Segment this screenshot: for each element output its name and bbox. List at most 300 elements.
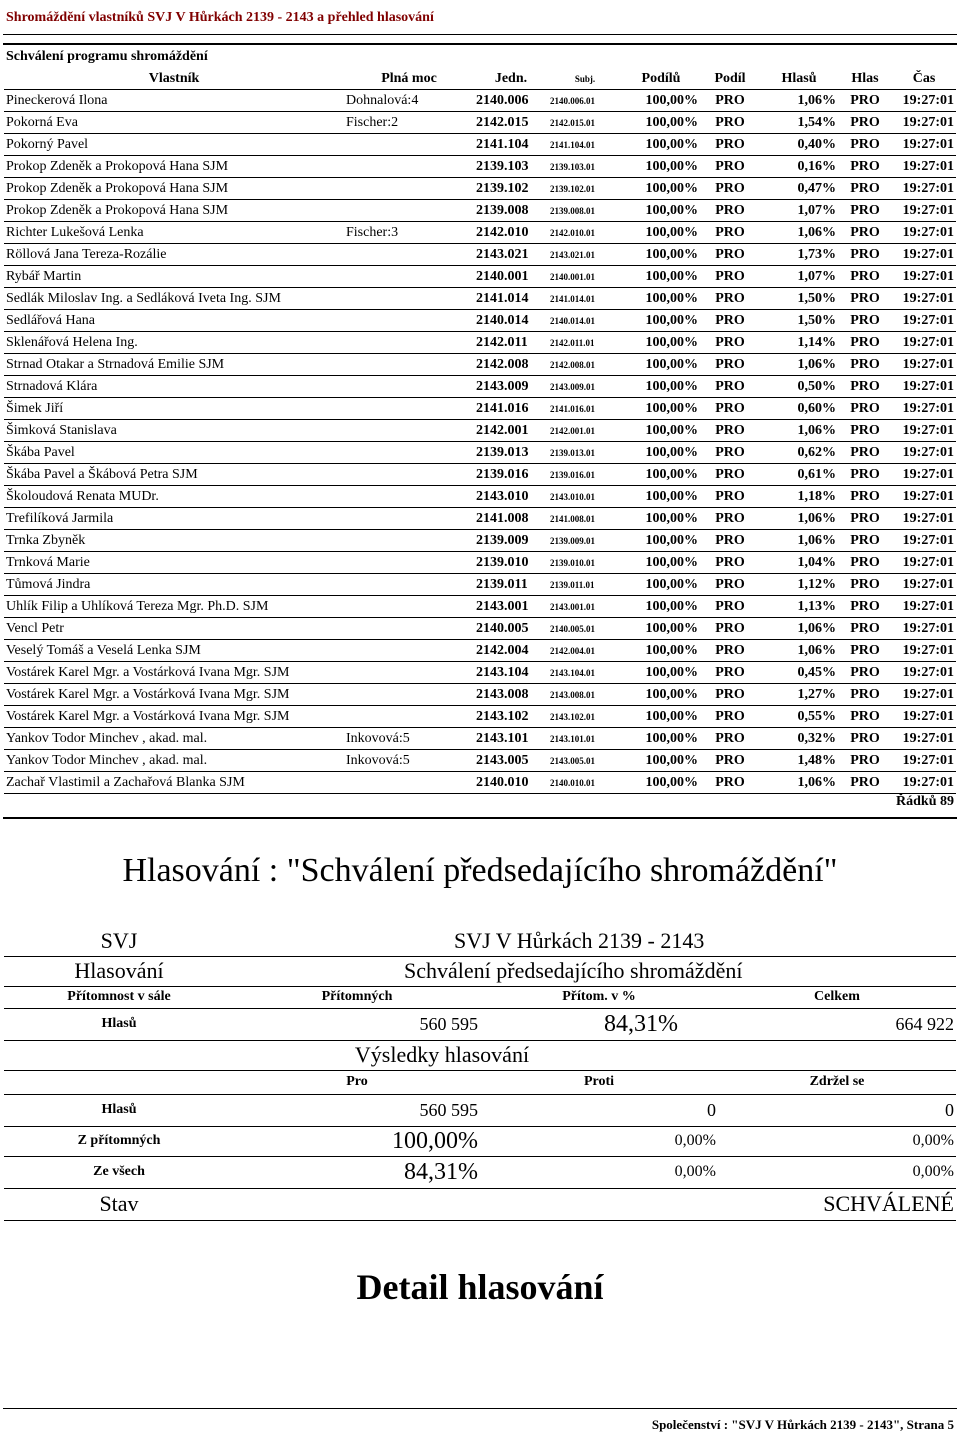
table-row	[4, 750, 956, 772]
cell-votes-pct: 1,06%	[760, 354, 838, 376]
cell-subject: 2143.008.01	[548, 684, 622, 706]
cell-share-count: 100,00%	[622, 134, 700, 156]
cell-share-vote: PRO	[700, 596, 760, 618]
cell-owner: Yankov Todor Minchev , akad. mal.	[4, 750, 344, 772]
cell-votes-pct: 0,50%	[760, 376, 838, 398]
summary-row-from-all	[4, 1156, 956, 1188]
table-row	[4, 552, 956, 574]
cell-owner: Pokorná Eva	[4, 112, 344, 134]
cell-time: 19:27:01	[892, 420, 956, 442]
cell-vote: PRO	[838, 178, 892, 200]
cell-power-of-attorney	[344, 596, 474, 618]
cell-power-of-attorney	[344, 706, 474, 728]
cell-owner: Šimek Jiří	[4, 398, 344, 420]
cell-power-of-attorney	[344, 310, 474, 332]
cell-votes-pct: 1,07%	[760, 266, 838, 288]
cell-subject: 2143.102.01	[548, 706, 622, 728]
cell-share-count: 100,00%	[622, 486, 700, 508]
cell-share-vote: PRO	[700, 750, 760, 772]
cell-time: 19:27:01	[892, 332, 956, 354]
cell-share-count: 100,00%	[622, 684, 700, 706]
cell-share-count: 100,00%	[622, 530, 700, 552]
cell-share-vote: PRO	[700, 464, 760, 486]
cell-owner: Šimková Stanislava	[4, 420, 344, 442]
column-header-votes-pct: Hlasů	[760, 69, 838, 90]
cell-vote: PRO	[838, 310, 892, 332]
table-row	[4, 222, 956, 244]
cell-owner: Zachař Vlastimil a Zachařová Blanka SJM	[4, 772, 344, 794]
cell-share-vote: PRO	[700, 332, 760, 354]
cell-owner: Sedlák Miloslav Ing. a Sedláková Iveta Ing. SJM	[4, 288, 344, 310]
stav-label: Stav	[4, 1188, 234, 1220]
cell-time: 19:27:01	[892, 640, 956, 662]
cell-power-of-attorney	[344, 288, 474, 310]
cell-votes-pct: 1,06%	[760, 640, 838, 662]
cell-unit: 2142.011	[474, 332, 548, 354]
cell-votes-pct: 0,32%	[760, 728, 838, 750]
cell-share-count: 100,00%	[622, 706, 700, 728]
hlasovani-value: Schválení předsedajícího shromáždění	[234, 956, 956, 986]
cell-share-vote: PRO	[700, 508, 760, 530]
cell-subject: 2140.006.01	[548, 90, 622, 112]
cell-share-vote: PRO	[700, 134, 760, 156]
cell-share-count: 100,00%	[622, 464, 700, 486]
cell-votes-pct: 1,06%	[760, 90, 838, 112]
cell-owner: Vencl Petr	[4, 618, 344, 640]
cell-power-of-attorney	[344, 618, 474, 640]
cell-time: 19:27:01	[892, 112, 956, 134]
cell-time: 19:27:01	[892, 178, 956, 200]
table-row	[4, 684, 956, 706]
cell-share-count: 100,00%	[622, 354, 700, 376]
cell-time: 19:27:01	[892, 684, 956, 706]
cell-time: 19:27:01	[892, 464, 956, 486]
svj-value: SVJ V Hůrkách 2139 - 2143	[234, 926, 956, 956]
cell-power-of-attorney	[344, 464, 474, 486]
cell-vote: PRO	[838, 706, 892, 728]
cell-subject: 2140.014.01	[548, 310, 622, 332]
cell-time: 19:27:01	[892, 750, 956, 772]
cell-share-count: 100,00%	[622, 574, 700, 596]
cell-vote: PRO	[838, 354, 892, 376]
cell-votes-pct: 1,48%	[760, 750, 838, 772]
cell-vote: PRO	[838, 420, 892, 442]
cell-votes-pct: 0,60%	[760, 398, 838, 420]
table-row	[4, 332, 956, 354]
cell-vote: PRO	[838, 442, 892, 464]
cell-unit: 2142.001	[474, 420, 548, 442]
summary-row-results-title	[4, 1040, 956, 1070]
votes-table	[4, 69, 956, 794]
cell-owner: Sklenářová Helena Ing.	[4, 332, 344, 354]
cell-votes-pct: 1,12%	[760, 574, 838, 596]
cell-time: 19:27:01	[892, 222, 956, 244]
cell-time: 19:27:01	[892, 530, 956, 552]
cell-time: 19:27:01	[892, 266, 956, 288]
cell-vote: PRO	[838, 662, 892, 684]
cell-share-count: 100,00%	[622, 442, 700, 464]
svj-label: SVJ	[4, 926, 234, 956]
cell-share-count: 100,00%	[622, 288, 700, 310]
cell-vote: PRO	[838, 134, 892, 156]
cell-share-vote: PRO	[700, 618, 760, 640]
cell-unit: 2139.102	[474, 178, 548, 200]
cell-subject: 2143.101.01	[548, 728, 622, 750]
summary-row-presence-values	[4, 1008, 956, 1040]
column-header-vote: Hlas	[838, 69, 892, 90]
summary-row-stav	[4, 1188, 956, 1220]
cell-subject: 2142.015.01	[548, 112, 622, 134]
cell-share-vote: PRO	[700, 288, 760, 310]
table-end-divider	[3, 817, 957, 819]
cell-votes-pct: 0,47%	[760, 178, 838, 200]
table-row	[4, 156, 956, 178]
table-row	[4, 574, 956, 596]
cell-owner: Prokop Zdeněk a Prokopová Hana SJM	[4, 156, 344, 178]
total-votes: 664 922	[718, 1008, 956, 1040]
column-header-power-of-attorney: Plná moc	[344, 69, 474, 90]
cell-share-vote: PRO	[700, 728, 760, 750]
cell-unit: 2143.104	[474, 662, 548, 684]
table-row	[4, 288, 956, 310]
cell-power-of-attorney	[344, 200, 474, 222]
cell-power-of-attorney	[344, 552, 474, 574]
cell-votes-pct: 1,18%	[760, 486, 838, 508]
cell-power-of-attorney	[344, 640, 474, 662]
cell-unit: 2140.005	[474, 618, 548, 640]
cell-power-of-attorney	[344, 266, 474, 288]
cell-subject: 2141.104.01	[548, 134, 622, 156]
cell-subject: 2140.005.01	[548, 618, 622, 640]
cell-share-vote: PRO	[700, 552, 760, 574]
table-row	[4, 530, 956, 552]
cell-power-of-attorney: Inkovová:5	[344, 750, 474, 772]
table-row	[4, 420, 956, 442]
cell-share-count: 100,00%	[622, 596, 700, 618]
cell-unit: 2143.008	[474, 684, 548, 706]
cell-power-of-attorney	[344, 332, 474, 354]
column-header-owner: Vlastník	[4, 69, 344, 90]
header-divider	[3, 34, 957, 35]
cell-votes-pct: 1,14%	[760, 332, 838, 354]
cell-unit: 2140.014	[474, 310, 548, 332]
cell-unit: 2139.103	[474, 156, 548, 178]
cell-time: 19:27:01	[892, 486, 956, 508]
cell-share-count: 100,00%	[622, 90, 700, 112]
summary-row-result-votes	[4, 1094, 956, 1126]
cell-votes-pct: 0,55%	[760, 706, 838, 728]
cell-share-vote: PRO	[700, 200, 760, 222]
cell-subject: 2142.008.01	[548, 354, 622, 376]
column-header-share-vote: Podíl	[700, 69, 760, 90]
cell-time: 19:27:01	[892, 508, 956, 530]
cell-subject: 2141.016.01	[548, 398, 622, 420]
cell-subject: 2139.010.01	[548, 552, 622, 574]
cell-votes-pct: 0,40%	[760, 134, 838, 156]
cell-time: 19:27:01	[892, 354, 956, 376]
cell-vote: PRO	[838, 772, 892, 794]
cell-votes-pct: 1,50%	[760, 288, 838, 310]
cell-unit: 2141.014	[474, 288, 548, 310]
cell-votes-pct: 0,16%	[760, 156, 838, 178]
column-header-share-count: Podílů	[622, 69, 700, 90]
cell-share-vote: PRO	[700, 574, 760, 596]
cell-votes-pct: 1,13%	[760, 596, 838, 618]
cell-time: 19:27:01	[892, 618, 956, 640]
cell-share-count: 100,00%	[622, 376, 700, 398]
cell-share-count: 100,00%	[622, 310, 700, 332]
cell-time: 19:27:01	[892, 398, 956, 420]
cell-votes-pct: 1,06%	[760, 772, 838, 794]
cell-subject: 2142.004.01	[548, 640, 622, 662]
cell-vote: PRO	[838, 552, 892, 574]
cell-share-vote: PRO	[700, 420, 760, 442]
document-header-title: Shromáždění vlastníků SVJ V Hůrkách 2139 - 2143 a přehled hlasování	[6, 10, 434, 25]
table-row	[4, 112, 956, 134]
table-row	[4, 354, 956, 376]
cell-share-vote: PRO	[700, 530, 760, 552]
cell-power-of-attorney: Dohnalová:4	[344, 90, 474, 112]
cell-power-of-attorney	[344, 354, 474, 376]
summary-row-hlasovani	[4, 956, 956, 986]
cell-subject: 2143.010.01	[548, 486, 622, 508]
cell-subject: 2140.010.01	[548, 772, 622, 794]
from-present-label: Z přítomných	[4, 1126, 234, 1156]
cell-subject: 2139.013.01	[548, 442, 622, 464]
cell-share-count: 100,00%	[622, 200, 700, 222]
cell-vote: PRO	[838, 288, 892, 310]
cell-time: 19:27:01	[892, 90, 956, 112]
cell-unit: 2140.010	[474, 772, 548, 794]
cell-share-count: 100,00%	[622, 552, 700, 574]
cell-vote: PRO	[838, 156, 892, 178]
zdrzel-from-present: 0,00%	[718, 1126, 956, 1156]
cell-owner: Vostárek Karel Mgr. a Vostárková Ivana Mgr. SJM	[4, 662, 344, 684]
cell-power-of-attorney	[344, 178, 474, 200]
cell-owner: Prokop Zdeněk a Prokopová Hana SJM	[4, 178, 344, 200]
present-votes: 560 595	[234, 1008, 480, 1040]
cell-votes-pct: 1,07%	[760, 200, 838, 222]
cell-power-of-attorney: Fischer:2	[344, 112, 474, 134]
cell-owner: Školoudová Renata MUDr.	[4, 486, 344, 508]
present-label: Přítomných	[234, 986, 480, 1008]
cell-unit: 2142.015	[474, 112, 548, 134]
cell-power-of-attorney	[344, 662, 474, 684]
cell-share-vote: PRO	[700, 706, 760, 728]
cell-votes-pct: 1,04%	[760, 552, 838, 574]
cell-unit: 2139.009	[474, 530, 548, 552]
cell-time: 19:27:01	[892, 574, 956, 596]
cell-share-vote: PRO	[700, 178, 760, 200]
cell-unit: 2143.102	[474, 706, 548, 728]
table-row	[4, 662, 956, 684]
cell-share-count: 100,00%	[622, 728, 700, 750]
cell-unit: 2141.008	[474, 508, 548, 530]
cell-unit: 2139.016	[474, 464, 548, 486]
cell-unit: 2143.101	[474, 728, 548, 750]
cell-power-of-attorney	[344, 376, 474, 398]
cell-votes-pct: 0,61%	[760, 464, 838, 486]
cell-subject: 2142.010.01	[548, 222, 622, 244]
cell-share-count: 100,00%	[622, 640, 700, 662]
cell-vote: PRO	[838, 332, 892, 354]
cell-owner: Röllová Jana Tereza-Rozálie	[4, 244, 344, 266]
cell-unit: 2143.005	[474, 750, 548, 772]
table-row	[4, 442, 956, 464]
footer-divider	[3, 1408, 957, 1409]
cell-time: 19:27:01	[892, 244, 956, 266]
cell-subject: 2143.021.01	[548, 244, 622, 266]
detail-title: Detail hlasování	[356, 1267, 604, 1307]
cell-power-of-attorney	[344, 574, 474, 596]
cell-share-vote: PRO	[700, 442, 760, 464]
present-pct-label: Přítom. v %	[480, 986, 718, 1008]
cell-share-vote: PRO	[700, 90, 760, 112]
cell-votes-pct: 1,54%	[760, 112, 838, 134]
cell-share-vote: PRO	[700, 112, 760, 134]
cell-time: 19:27:01	[892, 728, 956, 750]
cell-vote: PRO	[838, 728, 892, 750]
cell-vote: PRO	[838, 618, 892, 640]
pro-from-all: 84,31%	[234, 1156, 480, 1188]
cell-share-count: 100,00%	[622, 398, 700, 420]
cell-vote: PRO	[838, 112, 892, 134]
cell-vote: PRO	[838, 530, 892, 552]
cell-time: 19:27:01	[892, 156, 956, 178]
cell-power-of-attorney	[344, 486, 474, 508]
cell-vote: PRO	[838, 90, 892, 112]
header-divider-thick	[3, 43, 957, 45]
cell-power-of-attorney	[344, 398, 474, 420]
cell-vote: PRO	[838, 508, 892, 530]
cell-subject: 2142.011.01	[548, 332, 622, 354]
table-row	[4, 728, 956, 750]
cell-share-count: 100,00%	[622, 156, 700, 178]
cell-share-count: 100,00%	[622, 618, 700, 640]
cell-votes-pct: 0,45%	[760, 662, 838, 684]
table-row	[4, 90, 956, 112]
cell-vote: PRO	[838, 398, 892, 420]
cell-power-of-attorney	[344, 134, 474, 156]
results-label: Výsledky hlasování	[234, 1040, 718, 1070]
cell-owner: Strnadová Klára	[4, 376, 344, 398]
cell-share-count: 100,00%	[622, 112, 700, 134]
table-row	[4, 596, 956, 618]
table-row	[4, 486, 956, 508]
cell-subject: 2143.104.01	[548, 662, 622, 684]
cell-subject: 2140.001.01	[548, 266, 622, 288]
cell-unit: 2142.010	[474, 222, 548, 244]
pro-label: Pro	[234, 1070, 480, 1094]
cell-subject: 2142.001.01	[548, 420, 622, 442]
cell-votes-pct: 1,73%	[760, 244, 838, 266]
cell-vote: PRO	[838, 376, 892, 398]
cell-subject: 2139.102.01	[548, 178, 622, 200]
presence-label: Přítomnost v sále	[4, 986, 234, 1008]
cell-votes-pct: 1,27%	[760, 684, 838, 706]
cell-owner: Strnad Otakar a Strnadová Emilie SJM	[4, 354, 344, 376]
cell-unit: 2142.008	[474, 354, 548, 376]
cell-votes-pct: 0,62%	[760, 442, 838, 464]
summary-row-from-present	[4, 1126, 956, 1156]
table-row	[4, 640, 956, 662]
cell-subject: 2139.016.01	[548, 464, 622, 486]
table-row	[4, 508, 956, 530]
cell-power-of-attorney	[344, 530, 474, 552]
section-title: Schválení programu shromáždění	[6, 49, 208, 64]
cell-subject: 2141.014.01	[548, 288, 622, 310]
cell-unit: 2139.010	[474, 552, 548, 574]
cell-owner: Uhlík Filip a Uhlíková Tereza Mgr. Ph.D. SJM	[4, 596, 344, 618]
cell-subject: 2143.001.01	[548, 596, 622, 618]
table-row	[4, 244, 956, 266]
cell-share-count: 100,00%	[622, 222, 700, 244]
cell-owner: Yankov Todor Minchev , akad. mal.	[4, 728, 344, 750]
rows-count: Řádků 89	[896, 794, 954, 809]
cell-time: 19:27:01	[892, 552, 956, 574]
cell-time: 19:27:01	[892, 376, 956, 398]
result-votes-label: Hlasů	[4, 1094, 234, 1126]
cell-share-vote: PRO	[700, 376, 760, 398]
cell-time: 19:27:01	[892, 310, 956, 332]
cell-unit: 2140.001	[474, 266, 548, 288]
table-row	[4, 376, 956, 398]
table-row	[4, 398, 956, 420]
summary-row-presence-headers	[4, 986, 956, 1008]
cell-owner: Trnková Marie	[4, 552, 344, 574]
cell-vote: PRO	[838, 200, 892, 222]
cell-owner: Rybář Martin	[4, 266, 344, 288]
table-row	[4, 772, 956, 794]
cell-share-count: 100,00%	[622, 508, 700, 530]
cell-unit: 2139.008	[474, 200, 548, 222]
cell-vote: PRO	[838, 266, 892, 288]
table-row	[4, 200, 956, 222]
cell-power-of-attorney	[344, 244, 474, 266]
column-header-time: Čas	[892, 69, 956, 90]
cell-owner: Trefilíková Jarmila	[4, 508, 344, 530]
table-row	[4, 266, 956, 288]
cell-votes-pct: 1,06%	[760, 530, 838, 552]
summary-row-results-headers	[4, 1070, 956, 1094]
cell-power-of-attorney	[344, 684, 474, 706]
cell-vote: PRO	[838, 684, 892, 706]
cell-unit: 2141.016	[474, 398, 548, 420]
cell-votes-pct: 1,50%	[760, 310, 838, 332]
page-footer: Společenství : "SVJ V Hůrkách 2139 - 2143", Strana 5	[651, 1417, 954, 1432]
cell-share-vote: PRO	[700, 486, 760, 508]
cell-subject: 2139.103.01	[548, 156, 622, 178]
proti-from-all: 0,00%	[480, 1156, 718, 1188]
voting-title: Hlasování : "Schválení předsedajícího shromáždění"	[122, 852, 838, 889]
present-pct: 84,31%	[480, 1008, 718, 1040]
cell-unit: 2139.011	[474, 574, 548, 596]
cell-power-of-attorney: Inkovová:5	[344, 728, 474, 750]
cell-share-vote: PRO	[700, 244, 760, 266]
cell-vote: PRO	[838, 222, 892, 244]
cell-time: 19:27:01	[892, 134, 956, 156]
cell-unit: 2143.021	[474, 244, 548, 266]
cell-power-of-attorney	[344, 442, 474, 464]
cell-time: 19:27:01	[892, 442, 956, 464]
cell-vote: PRO	[838, 244, 892, 266]
cell-owner: Richter Lukešová Lenka	[4, 222, 344, 244]
cell-owner: Vostárek Karel Mgr. a Vostárková Ivana Mgr. SJM	[4, 706, 344, 728]
cell-owner: Pineckerová Ilona	[4, 90, 344, 112]
cell-unit: 2140.006	[474, 90, 548, 112]
cell-subject: 2143.009.01	[548, 376, 622, 398]
cell-share-vote: PRO	[700, 266, 760, 288]
